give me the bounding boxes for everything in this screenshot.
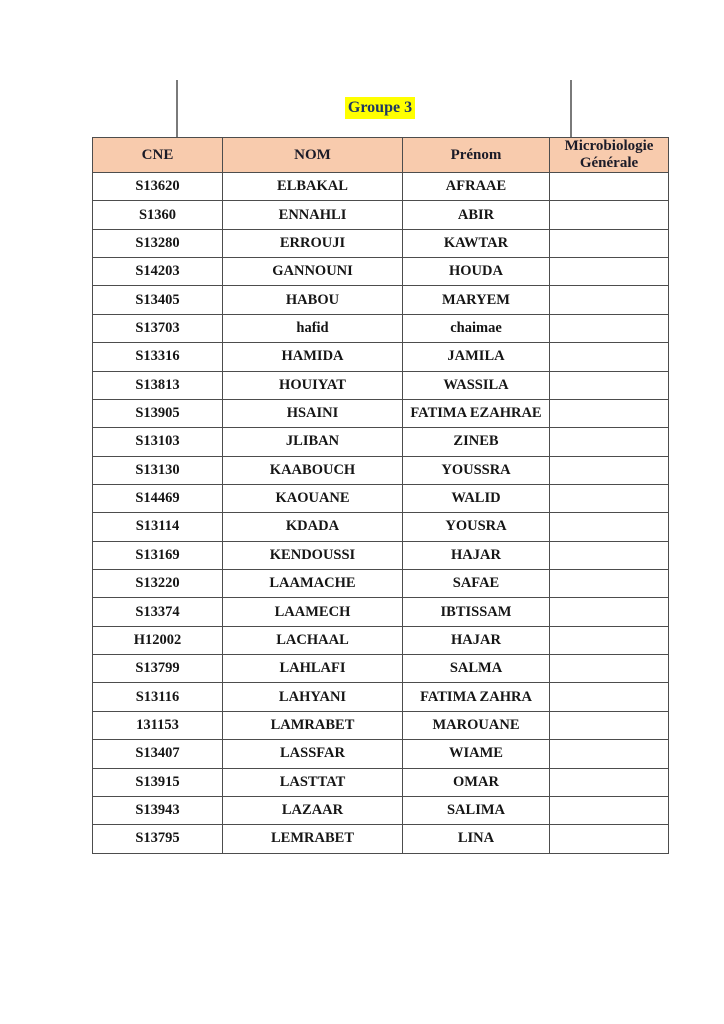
nom-cell: HSAINI bbox=[223, 399, 403, 427]
nom-cell: LASSFAR bbox=[223, 740, 403, 768]
prenom-cell: OMAR bbox=[403, 768, 550, 796]
prenom-cell: ZINEB bbox=[403, 428, 550, 456]
microbiologie-cell bbox=[550, 258, 669, 286]
prenom-cell: JAMILA bbox=[403, 343, 550, 371]
nom-cell: LAHYANI bbox=[223, 683, 403, 711]
microbiologie-cell bbox=[550, 343, 669, 371]
column-header-cne: CNE bbox=[93, 138, 223, 173]
microbiologie-cell bbox=[550, 173, 669, 201]
nom-cell: LAMRABET bbox=[223, 711, 403, 739]
cne-cell: S13620 bbox=[93, 173, 223, 201]
cne-cell: S13116 bbox=[93, 683, 223, 711]
nom-cell: KAOUANE bbox=[223, 484, 403, 512]
microbiologie-cell bbox=[550, 825, 669, 853]
microbiologie-cell bbox=[550, 229, 669, 257]
prenom-cell: FATIMA EZAHRAE bbox=[403, 399, 550, 427]
cne-cell: S13813 bbox=[93, 371, 223, 399]
cne-cell: S13703 bbox=[93, 314, 223, 342]
nom-cell: LAAMACHE bbox=[223, 570, 403, 598]
table-row bbox=[93, 683, 669, 711]
microbiologie-cell bbox=[550, 796, 669, 824]
prenom-cell: WALID bbox=[403, 484, 550, 512]
microbiologie-cell bbox=[550, 513, 669, 541]
column-header-microbiologie: Microbiologie Générale bbox=[550, 138, 669, 173]
table-row bbox=[93, 456, 669, 484]
prenom-cell: YOUSRA bbox=[403, 513, 550, 541]
cne-cell: S13220 bbox=[93, 570, 223, 598]
prenom-cell: HAJAR bbox=[403, 626, 550, 654]
nom-cell: LAZAAR bbox=[223, 796, 403, 824]
microbiologie-cell bbox=[550, 598, 669, 626]
nom-cell: KAABOUCH bbox=[223, 456, 403, 484]
nom-cell: HABOU bbox=[223, 286, 403, 314]
nom-cell: KDADA bbox=[223, 513, 403, 541]
nom-cell: LAHLAFI bbox=[223, 655, 403, 683]
table-row bbox=[93, 825, 669, 853]
table-row bbox=[93, 740, 669, 768]
cne-cell: H12002 bbox=[93, 626, 223, 654]
nom-cell: LACHAAL bbox=[223, 626, 403, 654]
prenom-cell: IBTISSAM bbox=[403, 598, 550, 626]
cne-cell: S14469 bbox=[93, 484, 223, 512]
microbiologie-cell bbox=[550, 683, 669, 711]
table-row bbox=[93, 655, 669, 683]
microbiologie-cell bbox=[550, 286, 669, 314]
nom-cell: ENNAHLI bbox=[223, 201, 403, 229]
cne-cell: S13795 bbox=[93, 825, 223, 853]
microbiologie-cell bbox=[550, 201, 669, 229]
prenom-cell: WIAME bbox=[403, 740, 550, 768]
table-row bbox=[93, 626, 669, 654]
nom-cell: ERROUJI bbox=[223, 229, 403, 257]
cne-cell: S13943 bbox=[93, 796, 223, 824]
table-row bbox=[93, 598, 669, 626]
table-row bbox=[93, 768, 669, 796]
microbiologie-cell bbox=[550, 711, 669, 739]
cne-cell: S13169 bbox=[93, 541, 223, 569]
table-row bbox=[93, 711, 669, 739]
cne-cell: S13114 bbox=[93, 513, 223, 541]
table-row bbox=[93, 513, 669, 541]
table-row bbox=[93, 229, 669, 257]
cne-cell: S13130 bbox=[93, 456, 223, 484]
nom-cell: GANNOUNI bbox=[223, 258, 403, 286]
nom-cell: HOUIYAT bbox=[223, 371, 403, 399]
group-title-wrap bbox=[92, 97, 668, 119]
prenom-cell: KAWTAR bbox=[403, 229, 550, 257]
prenom-cell: AFRAAE bbox=[403, 173, 550, 201]
cne-cell: 131153 bbox=[93, 711, 223, 739]
cne-cell: S14203 bbox=[93, 258, 223, 286]
cne-cell: S13374 bbox=[93, 598, 223, 626]
nom-cell: JLIBAN bbox=[223, 428, 403, 456]
prenom-cell: chaimae bbox=[403, 314, 550, 342]
cne-cell: S13405 bbox=[93, 286, 223, 314]
table-body bbox=[93, 173, 669, 854]
nom-cell: HAMIDA bbox=[223, 343, 403, 371]
microbiologie-cell bbox=[550, 399, 669, 427]
column-header-prenom: Prénom bbox=[403, 138, 550, 173]
cne-cell: S13316 bbox=[93, 343, 223, 371]
students-table bbox=[92, 137, 669, 854]
table-row bbox=[93, 428, 669, 456]
cne-cell: S13915 bbox=[93, 768, 223, 796]
cne-cell: S13103 bbox=[93, 428, 223, 456]
group-title: Groupe 3 bbox=[345, 97, 415, 119]
table-row bbox=[93, 173, 669, 201]
microbiologie-cell bbox=[550, 456, 669, 484]
prenom-cell: YOUSSRA bbox=[403, 456, 550, 484]
prenom-cell: FATIMA ZAHRA bbox=[403, 683, 550, 711]
nom-cell: LAAMECH bbox=[223, 598, 403, 626]
microbiologie-cell bbox=[550, 541, 669, 569]
table-row bbox=[93, 570, 669, 598]
nom-cell: KENDOUSSI bbox=[223, 541, 403, 569]
table-row bbox=[93, 484, 669, 512]
nom-cell: hafid bbox=[223, 314, 403, 342]
microbiologie-cell bbox=[550, 428, 669, 456]
table-row bbox=[93, 371, 669, 399]
prenom-cell: HOUDA bbox=[403, 258, 550, 286]
table-row bbox=[93, 258, 669, 286]
microbiologie-cell bbox=[550, 484, 669, 512]
table-row bbox=[93, 201, 669, 229]
microbiologie-cell bbox=[550, 768, 669, 796]
column-header-nom: NOM bbox=[223, 138, 403, 173]
nom-cell: ELBAKAL bbox=[223, 173, 403, 201]
prenom-cell: WASSILA bbox=[403, 371, 550, 399]
cne-cell: S1360 bbox=[93, 201, 223, 229]
cne-cell: S13407 bbox=[93, 740, 223, 768]
nom-cell: LASTTAT bbox=[223, 768, 403, 796]
table-row bbox=[93, 399, 669, 427]
table-row bbox=[93, 314, 669, 342]
cne-cell: S13905 bbox=[93, 399, 223, 427]
prenom-cell: LINA bbox=[403, 825, 550, 853]
prenom-cell: ABIR bbox=[403, 201, 550, 229]
table-row bbox=[93, 796, 669, 824]
microbiologie-cell bbox=[550, 314, 669, 342]
microbiologie-cell bbox=[550, 371, 669, 399]
table-header bbox=[93, 138, 669, 173]
microbiologie-cell bbox=[550, 570, 669, 598]
prenom-cell: SALIMA bbox=[403, 796, 550, 824]
cne-cell: S13280 bbox=[93, 229, 223, 257]
prenom-cell: SALMA bbox=[403, 655, 550, 683]
table-row bbox=[93, 541, 669, 569]
prenom-cell: MAROUANE bbox=[403, 711, 550, 739]
table-row bbox=[93, 343, 669, 371]
nom-cell: LEMRABET bbox=[223, 825, 403, 853]
microbiologie-cell bbox=[550, 740, 669, 768]
microbiologie-cell bbox=[550, 626, 669, 654]
header-row bbox=[93, 138, 669, 173]
prenom-cell: HAJAR bbox=[403, 541, 550, 569]
prenom-cell: MARYEM bbox=[403, 286, 550, 314]
cne-cell: S13799 bbox=[93, 655, 223, 683]
microbiologie-cell bbox=[550, 655, 669, 683]
prenom-cell: SAFAE bbox=[403, 570, 550, 598]
table-row bbox=[93, 286, 669, 314]
